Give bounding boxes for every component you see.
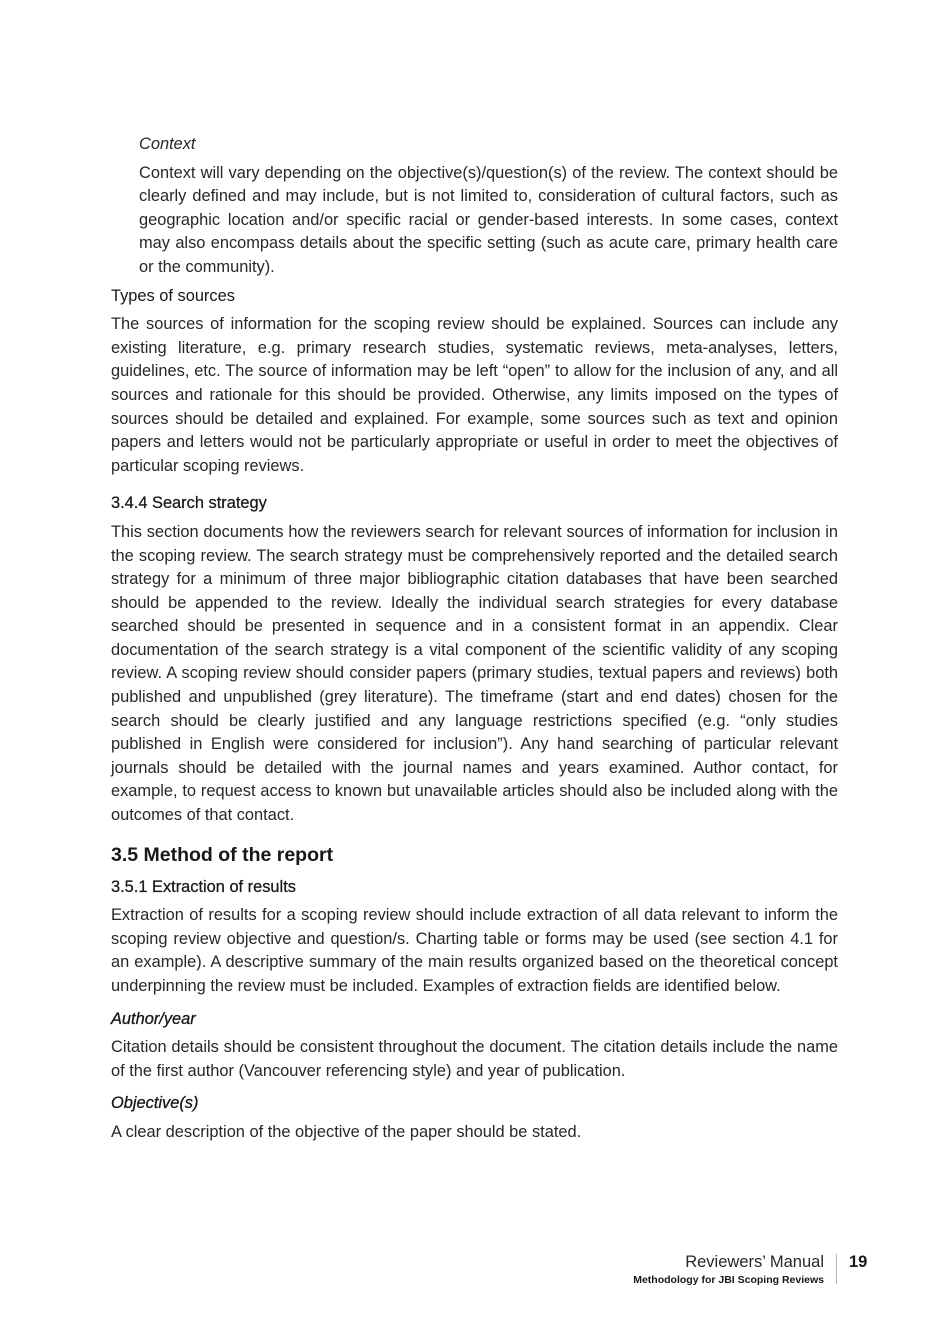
context-paragraph: Context will vary depending on the objective(s)/question(s) of the review. The context should be clearly defined and may include, but is not limited to, consideration of cultural factors, such as geographic location and/or specific racial or gender-based interests. In some cases, context may also encompass details about the specific setting (such as acute care, primary health care or the community).	[139, 163, 838, 276]
extraction-heading: 3.5.1 Extraction of results	[111, 877, 296, 896]
search-strategy-section	[111, 492, 838, 827]
extraction-paragraph: Extraction of results for a scoping review should include extraction of all data relevant to inform the scoping review objective and question/s. Charting table or forms may be used (see section 4.1 for an example). A descriptive summary of the main results organized based on the theoretical concept underpinning the review must be included. Examples of extraction fields are identified below.	[111, 906, 838, 995]
search-strategy-heading: 3.4.4 Search strategy	[111, 494, 267, 513]
objectives-heading: Objective(s)	[111, 1094, 199, 1113]
author-year-section	[111, 1008, 838, 1084]
author-year-paragraph: Citation details should be consistent throughout the document. The citation details include the name of the first author (Vancouver referencing style) and year of publication.	[111, 1038, 838, 1080]
method-of-report-heading: 3.5 Method of the report	[111, 843, 334, 866]
objectives-section	[111, 1092, 838, 1144]
types-of-sources-heading: Types of sources	[111, 286, 235, 305]
search-strategy-paragraph: This section documents how the reviewers search for relevant sources of information for inclusion in the scoping review. The search strategy must be comprehensively reported and the detailed search strategy for a minimum of three major bibliographic citation databases that have been searched should be appended to the review. Ideally the individual search strategies for every database searched should be presented in sequence and in a consistent format in an appendix. Clear documentation of the search strategy is a vital component of the scientific validity of any scoping review. A scoping review should consider papers (primary studies, textual papers and reviews) both published and unpublished (grey literature). The timeframe (start and end dates) chosen for the search should be clearly justified and any language restrictions specified (e.g. “only studies published in English were considered for inclusion”). Any hand searching of particular relevant journals should be detailed with the journal names and years examined. Author contact, for example, to request access to known but unavailable articles should also be included along with the outcomes of that contact.	[111, 522, 838, 825]
footer-subtitle: Methodology for JBI Scoping Reviews	[633, 1274, 824, 1286]
types-of-sources-paragraph: The sources of information for the scoping review should be explained. Sources can include any existing literature, e.g. primary research studies, systematic reviews, meta-analyses, letters, guidelines, etc. The source of information may be left “open” to allow for the inclusion of any, and all sources and rationale for this should be provided. Otherwise, any limits imposed on the types of sources should be detailed and explained. For example, some sources such as text and opinion papers and letters would not be particularly appropriate or useful in order to meet the objectives of particular scoping reviews.	[111, 315, 838, 475]
page-content	[111, 133, 838, 1145]
extraction-section	[111, 876, 838, 999]
objectives-paragraph: A clear description of the objective of the paper should be stated.	[111, 1122, 582, 1141]
author-year-heading: Author/year	[111, 1009, 196, 1028]
footer-divider	[836, 1254, 837, 1284]
context-heading: Context	[139, 135, 196, 153]
page-number: 19	[849, 1253, 868, 1271]
types-of-sources-section	[111, 285, 838, 479]
footer-title: Reviewers’ Manual	[685, 1253, 824, 1271]
page-footer	[633, 1252, 824, 1287]
context-section	[139, 133, 838, 280]
